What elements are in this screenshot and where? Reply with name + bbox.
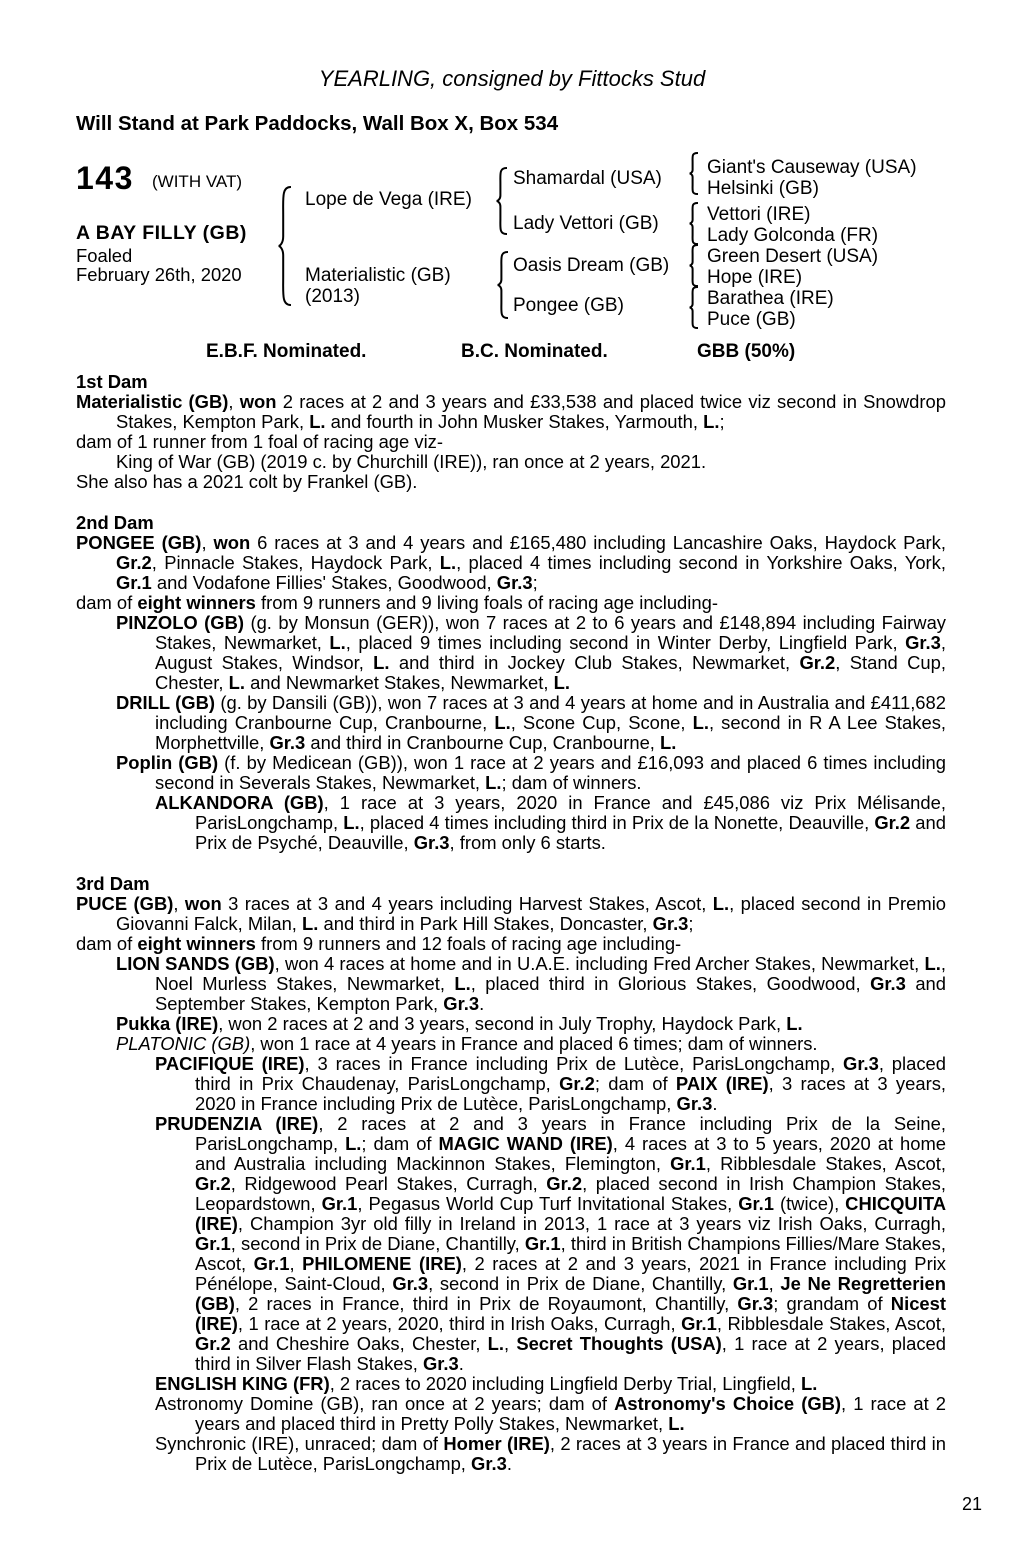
pedigree-text-paragraph [76,533,946,593]
body-text: (g. by Monsun (GER)), won 7 races at 2 to 6 years and £148,894 including Fairway Stakes, Newmarket, [155,612,947,653]
body-text: , 1 race at 3 years, 2020 in France and £45,086 viz Prix Mélisande, ParisLongchamp, [195,792,946,833]
emphasised-text: L. [553,672,570,693]
pedigree-gen3-4: Lady Golconda (FR) [707,225,879,246]
body-text: , 2 races at 2 and 3 years, 2021 in France including Prix Pénélope, Saint-Cloud, [195,1253,946,1294]
body-text: , third in British Champions Fillies/Mare Stakes, Ascot, [195,1233,946,1274]
pedigree-text-paragraph [76,793,946,853]
pedigree-text-paragraph [76,693,946,753]
pedigree-brace-icon [497,251,508,319]
pedigree-text-paragraph [76,432,946,452]
body-text: , second in R A Lee Stakes, Morphettville, [155,712,947,753]
emphasised-text: DRILL (GB) [116,692,215,713]
pedigree-text-paragraph [76,613,946,693]
emphasised-text: Gr.2 [546,1173,583,1194]
emphasised-text: Astronomy's Choice (GB) [614,1393,842,1414]
emphasised-text: Gr.1 [681,1313,717,1334]
emphasised-text: Gr.2 [874,812,911,833]
pedigree-dam-dam: Pongee (GB) [513,295,624,316]
body-text: , Champion 3yr old filly in Ireland in 2013, 1 race at 3 years viz Irish Oaks, Curragh, [237,1213,946,1234]
foaled-label: Foaled [76,245,133,266]
pedigree-text-paragraph [76,934,946,954]
pedigree-text-paragraph [76,1034,946,1054]
pedigree-text-paragraph [76,1434,946,1474]
emphasised-text: Gr.1 [524,1233,561,1254]
pedigree-text-paragraph [76,452,946,472]
emphasised-text: L. [345,1133,362,1154]
emphasised-text: won [213,532,251,553]
emphasised-text: ENGLISH KING (FR) [155,1373,330,1394]
body-text: , Pegasus World Cup Turf Invitational Stakes, [357,1193,739,1214]
pedigree-brace-icon [689,202,698,245]
emphasised-text: PHILOMENE (IRE) [302,1253,462,1274]
emphasised-text: Gr.2 [559,1073,595,1094]
dam-section-heading: 2nd Dam [76,512,154,533]
emphasised-text: L. [487,1333,504,1354]
emphasised-text: L. [712,893,730,914]
emphasised-text: Gr.1 [738,1193,774,1214]
body-text: and Newmarket Stakes, Newmarket, [244,672,554,693]
pedigree-text-paragraph [76,1114,946,1374]
emphasised-text: Gr.3 [443,993,480,1014]
body-text: , 1 race at 2 years, 2020, third in Irish Oaks, Curragh, [237,1313,682,1334]
body-text: Astronomy Domine (GB), ran once at 2 years; dam of [155,1393,615,1414]
body-text: , [228,391,240,412]
pedigree-gen3-6: Hope (IRE) [707,267,803,288]
body-text: , [768,1273,781,1294]
body-text: ; [532,572,538,593]
body-text: , 2 races to 2020 including Lingfield Derby Trial, Lingfield, [329,1373,801,1394]
emphasised-text: eight winners [137,592,256,613]
body-text: , won 2 races at 2 and 3 years, second in July Trophy, Haydock Park, [218,1013,787,1034]
emphasised-text: L. [924,953,941,974]
emphasised-text: Gr.1 [732,1273,769,1294]
pedigree-gen3-8: Puce (GB) [707,309,796,330]
emphasised-text: L. [800,1373,818,1394]
page-number: 21 [961,1494,982,1514]
body-text: ; [719,411,725,432]
body-text: , Ridgewood Pearl Stakes, Curragh, [230,1173,547,1194]
emphasised-text: eight winners [137,933,256,954]
body-text: , placed third in Prix Chaudenay, ParisLongchamp, [195,1053,946,1094]
body-text: dam of [76,592,138,613]
body-text: , 2 races in France, third in Prix de Royaumont, Chantilly, [234,1293,738,1314]
emphasised-text: PAIX (IRE) [675,1073,769,1094]
body-text: , 1 race at 2 years and placed third in Pretty Polly Stakes, Newmarket, [195,1393,946,1434]
pedigree-sire: Lope de Vega (IRE) [305,189,472,210]
emphasised-text: L. [309,411,326,432]
body-text: , Stand Cup, Chester, [155,652,946,693]
bc-nominated-label: B.C. Nominated. [461,341,608,362]
emphasised-text: Gr.1 [116,572,152,593]
pedigree-brace-icon [689,286,698,329]
body-text: King of War (GB) (2019 c. by Churchill (IRE)), ran once at 2 years, 2021. [116,451,707,472]
emphasised-text: Gr.3 [737,1293,774,1314]
body-text: . [712,1093,718,1114]
emphasised-text: Gr.1 [321,1193,358,1214]
pedigree-dam: Materialistic (GB) [305,265,451,286]
body-text: , [201,532,214,553]
foaled-date: February 26th, 2020 [76,264,242,285]
body-text: , placed third in Glorious Stakes, Goodwood, [470,973,871,994]
body-text: , 2 races at 3 years in France and placed third in Prix de Lutèce, ParisLongchamp, [195,1433,946,1474]
body-text: , won 1 race at 4 years in France and placed 6 times; dam of winners. [250,1033,818,1054]
emphasised-text: L. [329,632,346,653]
body-text: , Noel Murless Stakes, Newmarket, [155,953,946,994]
body-text: and Vodafone Fillies' Stakes, Goodwood, [151,572,497,593]
emphasised-text: PUCE (GB) [76,893,174,914]
body-text: dam of 1 runner from 1 foal of racing age viz- [76,431,443,452]
body-text: , [289,1253,303,1274]
emphasised-text: PINZOLO (GB) [116,612,245,633]
body-text: (g. by Dansili (GB)), won 7 races at 3 and 4 years at home and in Australia and £411,682 including Cranbourne Cup, Cranbourne, [155,692,946,733]
emphasised-text: L. [494,712,511,733]
emphasised-text: L. [373,652,390,673]
body-text: , placed second in Irish Champion Stakes, Leopardstown, [195,1173,946,1214]
body-text: and fourth in John Musker Stakes, Yarmouth, [325,411,704,432]
body-text: 2 races at 2 and 3 years and £33,538 and placed twice viz second in Snowdrop Stakes, Kempton Park, [116,391,946,432]
stand-location-line: Will Stand at Park Paddocks, Wall Box X, Box 534 [76,112,559,135]
page-title: YEARLING, consigned by Fittocks Stud [318,66,706,91]
emphasised-text: MAGIC WAND (IRE) [438,1133,613,1154]
body-text: ; dam of winners. [501,772,642,793]
body-text: ; [688,913,694,934]
emphasised-text: PONGEE (GB) [76,532,202,553]
emphasised-text: Gr.3 [496,572,533,593]
body-text: , second in Prix de Diane, Chantilly, [428,1273,733,1294]
pedigree-gen3-1: Giant's Causeway (USA) [707,157,917,178]
body-text: , 3 races at 3 years, 2020 in France including Prix de Lutèce, ParisLongchamp, [195,1073,946,1114]
body-text: (twice), [773,1193,846,1214]
body-text: ; dam of [594,1073,676,1094]
emphasised-text: Gr.3 [269,732,306,753]
pedigree-text-paragraph [76,472,946,492]
emphasised-text: L. [343,812,360,833]
emphasised-text: Je Ne Regretterien (GB) [195,1273,946,1314]
emphasised-text: won [239,391,277,412]
body-text: She also has a 2021 colt by Frankel (GB). [76,471,418,492]
body-text: 6 races at 3 and 4 years and £165,480 including Lancashire Oaks, Haydock Park, [250,532,946,553]
emphasised-text: Gr.2 [195,1173,231,1194]
body-text: , from only 6 starts. [449,832,606,853]
body-text: and third in Park Hill Stakes, Doncaster, [318,913,653,934]
pedigree-text-paragraph [76,1394,946,1434]
body-text: , 4 races at 3 to 5 years, 2020 at home and Australia including Mackinnon Stakes, Flemington, [195,1133,946,1174]
gbb-label: GBB (50%) [697,341,796,362]
dam-section-heading: 3rd Dam [76,873,150,894]
pedigree-sire-sire: Shamardal (USA) [513,168,662,189]
lot-vat-note: (WITH VAT) [152,172,243,191]
emphasised-text: L. [703,411,720,432]
emphasised-text: LION SANDS (GB) [116,953,275,974]
pedigree-text-paragraph [76,593,946,613]
horse-description: A BAY FILLY (GB) [76,222,247,244]
emphasised-text: Materialistic (GB) [76,391,229,412]
pedigree-sire-dam: Lady Vettori (GB) [513,213,659,234]
pedigree-text-paragraph [76,954,946,1014]
emphasised-text: L. [454,973,471,994]
emphasised-text: Gr.3 [422,1353,459,1374]
emphasised-text: Gr.1 [253,1253,290,1274]
body-text: and Prix de Psyché, Deauville, [195,812,946,853]
body-text: , [503,1333,517,1354]
emphasised-text: PACIFIQUE (IRE) [155,1053,305,1074]
dam-sections [76,372,946,1474]
emphasised-text: Pukka (IRE) [116,1013,219,1034]
emphasised-text: L. [228,672,245,693]
body-text: , [173,893,185,914]
emphasised-text: Gr.2 [799,652,836,673]
body-text: ; grandam of [773,1293,891,1314]
body-text: from 9 runners and 12 foals of racing age including- [255,933,682,954]
emphasised-text: L. [668,1413,685,1434]
body-text: dam of [76,933,138,954]
pedigree-text-paragraph [76,894,946,934]
emphasised-text: L. [439,552,457,573]
emphasised-text: L. [786,1013,803,1034]
pedigree-dam-year: (2013) [305,286,360,307]
body-text: and third in Jockey Club Stakes, Newmarket, [389,652,800,673]
body-text: Synchronic (IRE), unraced; dam of [155,1433,444,1454]
body-text: , 2 races at 2 and 3 years in France including Prix de la Seine, ParisLongchamp, [195,1113,946,1154]
pedigree-text-paragraph [76,1014,946,1034]
emphasised-text: Gr.3 [870,973,906,994]
body-text: and third in Cranbourne Cup, Cranbourne, [305,732,661,753]
pedigree-brace-icon [496,167,507,235]
emphasised-text: Gr.3 [392,1273,429,1294]
pedigree-text-paragraph [76,1374,946,1394]
emphasised-text: Secret Thoughts (USA) [516,1333,722,1354]
emphasised-text: L. [302,913,319,934]
emphasised-text: Gr.3 [413,832,450,853]
emphasised-text: L. [692,712,709,733]
body-text: , won 4 races at home and in U.A.E. including Fred Archer Stakes, Newmarket, [274,953,925,974]
body-text: , placed 9 times including second in Winter Derby, Lingfield Park, [345,632,906,653]
pedigree-brace-icon [278,186,291,306]
body-text: , Pinnacle Stakes, Haydock Park, [151,552,440,573]
emphasised-text: CHICQUITA (IRE) [195,1193,946,1234]
pedigree-gen3-2: Helsinki (GB) [707,178,819,199]
emphasised-text: Gr.3 [471,1453,507,1474]
emphasised-text: Gr.3 [652,913,689,934]
emphasised-text: Gr.2 [116,552,152,573]
pedigree-text-paragraph [76,753,946,793]
body-text: , Scone Cup, Scone, [510,712,693,733]
emphasised-text: Gr.2 [195,1333,231,1354]
body-text: . [506,1453,512,1474]
pedigree-brace-icon [689,244,698,287]
emphasised-text: Nicest (IRE) [195,1293,946,1334]
pedigree-brace-icon [689,152,698,195]
pedigree-gen3-7: Barathea (IRE) [707,288,834,309]
dam-section-heading: 1st Dam [76,371,148,392]
emphasised-text: won [184,893,222,914]
body-text: and September Stakes, Kempton Park, [155,973,946,1014]
emphasised-text: ALKANDORA (GB) [155,792,324,813]
emphasised-text: Gr.3 [905,632,941,653]
body-text: , Ribblesdale Stakes, Ascot, [705,1153,946,1174]
ebf-nominated-label: E.B.F. Nominated. [206,341,367,362]
pedigree-dam-sire: Oasis Dream (GB) [513,255,670,276]
pedigree-gen3-3: Vettori (IRE) [707,204,811,225]
body-text: , August Stakes, Windsor, [155,632,947,673]
body-text: from 9 runners and 9 living foals of racing age including- [255,592,718,613]
body-text: 3 races at 3 and 4 years including Harvest Stakes, Ascot, [221,893,713,914]
body-text: , Ribblesdale Stakes, Ascot, [716,1313,946,1334]
emphasised-text: Homer (IRE) [443,1433,550,1454]
body-text: and Cheshire Oaks, Chester, [230,1333,488,1354]
emphasised-text: Poplin (GB) [116,752,219,773]
emphasised-text: Gr.3 [676,1093,713,1114]
emphasised-text: Gr.3 [843,1053,879,1074]
emphasised-text: L. [660,732,677,753]
pedigree-text-paragraph [76,392,946,432]
body-text: , placed second in Premio Giovanni Falck, Milan, [116,893,947,934]
body-text: , placed 4 times including second in Yorkshire Oaks, York, [456,552,946,573]
body-text: (f. by Medicean (GB)), won 1 race at 2 years and £16,093 and placed 6 times including second in Severals Stakes, Newmarket, [155,752,947,793]
emphasised-text: Gr.1 [195,1233,231,1254]
body-text: , placed 4 times including third in Prix de la Nonette, Deauville, [359,812,875,833]
pedigree-gen3-5: Green Desert (USA) [707,246,879,267]
body-text: PLATONIC (GB) [116,1033,251,1054]
pedigree-text-paragraph [76,1054,946,1114]
body-text: , 3 races in France including Prix de Lutèce, ParisLongchamp, [304,1053,844,1074]
body-text: . [458,1353,464,1374]
body-text: , second in Prix de Diane, Chantilly, [230,1233,525,1254]
body-text: . [479,993,485,1014]
emphasised-text: PRUDENZIA (IRE) [155,1113,319,1134]
emphasised-text: Gr.1 [670,1153,706,1174]
lot-number: 143 [76,160,134,196]
body-text: , 1 race at 2 years, placed third in Silver Flash Stakes, [195,1333,946,1374]
emphasised-text: L. [485,772,502,793]
body-text: ; dam of [361,1133,439,1154]
